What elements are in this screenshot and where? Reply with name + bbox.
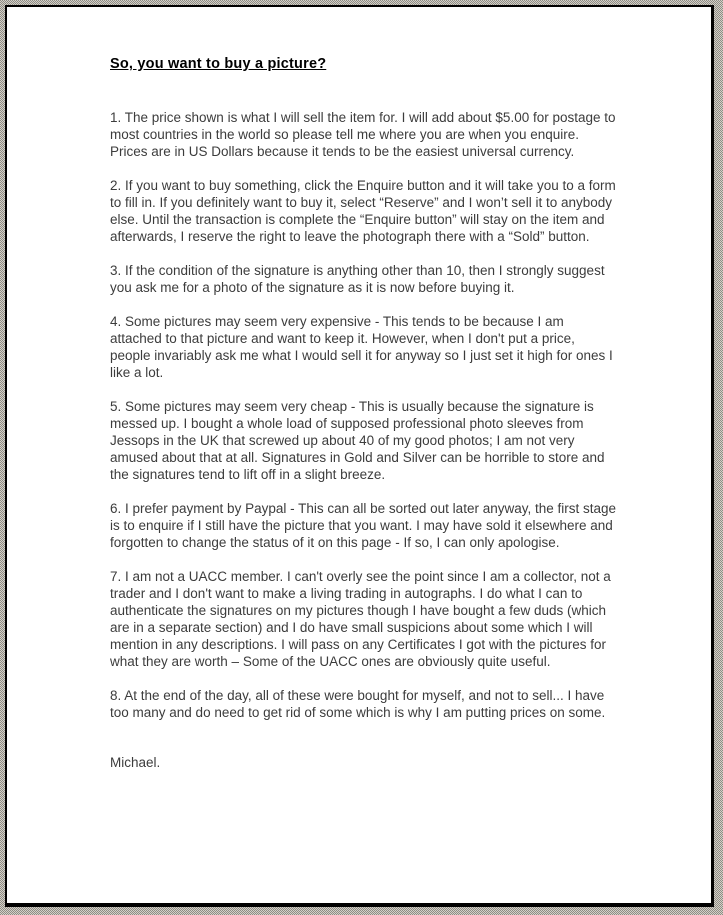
document-page	[5, 5, 714, 907]
paragraph-6: 6. I prefer payment by Paypal - This can all be sorted out later anyway, the first stage is to enquire if I still have the picture that you want. I may have sold it elsewhere and forgotten to change the status of it on this page - If so, I can only apologise.	[110, 501, 617, 550]
paragraph-1: 1. The price shown is what I will sell the item for. I will add about $5.00 for postage to most countries in the world so please tell me where you are when you enquire. Prices are in US Dollars because it tends to be the easiest universal currency.	[110, 110, 616, 159]
paragraph-list	[110, 109, 620, 771]
paragraph-4: 4. Some pictures may seem very expensive - This tends to be because I am attached to that picture and want to keep it. However, when I don't put a price, people invariably ask me what I would sell it for anyway so I just set it high for ones I like a lot.	[110, 314, 613, 380]
page-title: So, you want to buy a picture?	[110, 56, 327, 72]
paragraph-3: 3. If the condition of the signature is anything other than 10, then I strongly suggest you ask me for a photo of the signature as it is now before buying it.	[110, 263, 605, 295]
signature: Michael.	[110, 755, 161, 770]
paragraph-2: 2. If you want to buy something, click the Enquire button and it will take you to a form to fill in. If you definitely want to buy it, select “Reserve” and I won’t sell it to anybody else. Until the transaction is complete the “Enquire button” will stay on the item and afterwards, I reserve the right to leave the photograph there with a “Sold” button.	[110, 178, 616, 244]
document-content	[7, 7, 620, 771]
paragraph-7: 7. I am not a UACC member. I can't overly see the point since I am a collector, not a trader and I don't want to make a living trading in autographs. I do what I can to authenticate the signatures on my pictures though I have bought a few duds (which are in a separate section) and I do have small suspicions about some which I will mention in any descriptions. I will pass on any Certificates I got with the pictures for what they are worth – Some of the UACC ones are obviously quite useful.	[110, 569, 611, 669]
paragraph-8: 8. At the end of the day, all of these were bought for myself, and not to sell... I have too many and do need to get rid of some which is why I am putting prices on some.	[110, 688, 606, 720]
paragraph-5: 5. Some pictures may seem very cheap - This is usually because the signature is messed up. I bought a whole load of supposed professional photo sleeves from Jessops in the UK that screwed up about 40 of my good photos; I am not very amused about that at all. Signatures in Gold and Silver can be horrible to store and the signatures tend to lift off in a slight breeze.	[110, 399, 605, 482]
